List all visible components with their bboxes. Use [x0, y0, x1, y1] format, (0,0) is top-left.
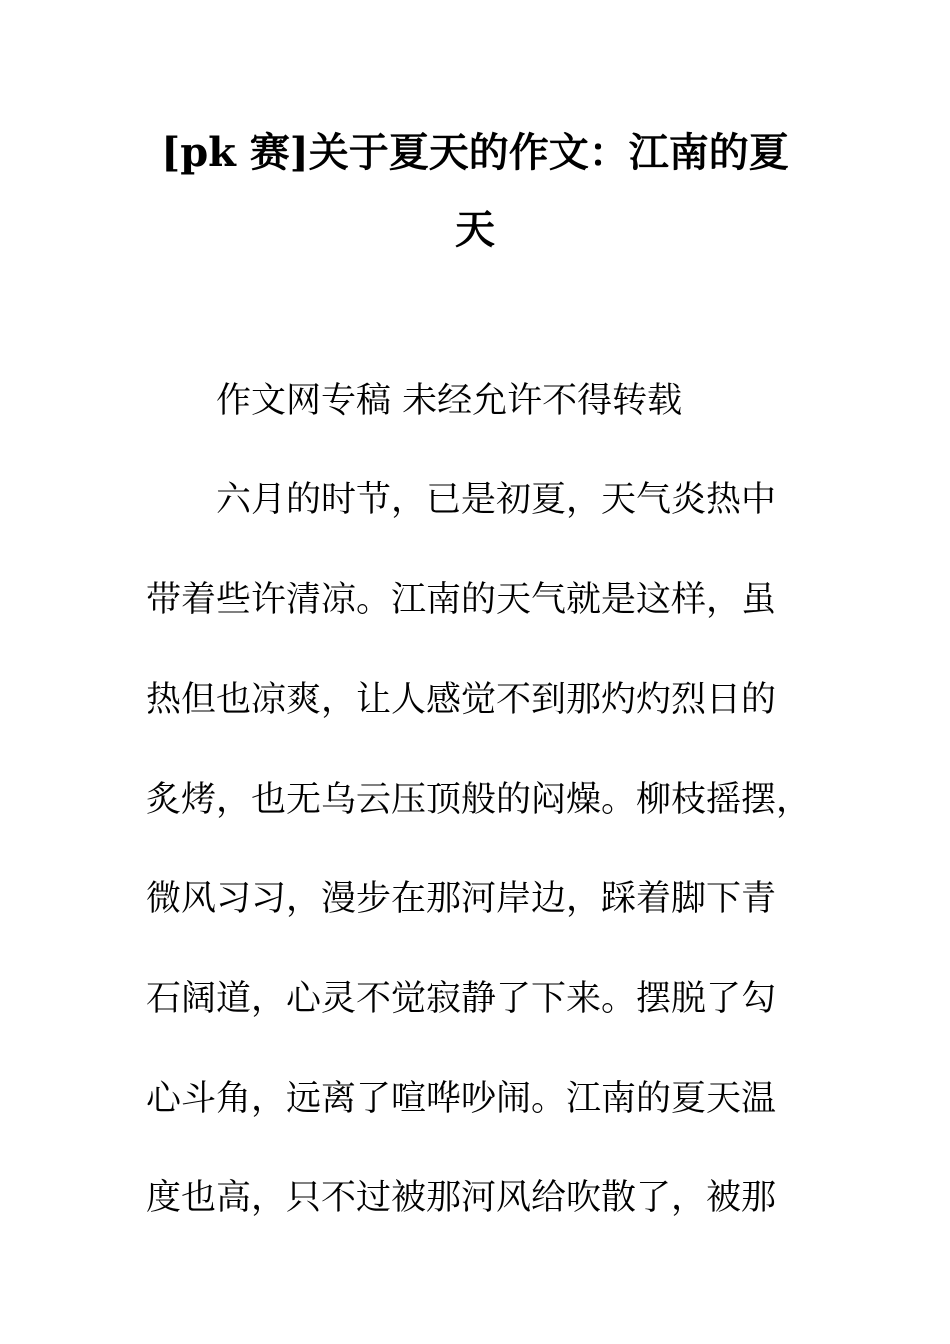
document-title-line-2: 天 — [455, 206, 495, 253]
body-line-5: 微风习习，漫步在那河岸边，踩着脚下青 — [146, 879, 777, 919]
body-line-6: 石阔道，心灵不觉寂静了下来。摆脱了勾 — [146, 979, 777, 1019]
body-line-7: 心斗角，远离了喧哗吵闹。江南的夏天温 — [146, 1079, 777, 1119]
body-line-8: 度也高，只不过被那河风给吹散了，被那 — [146, 1178, 777, 1218]
copyright-notice: 作文网专稿 未经允许不得转载 — [216, 381, 683, 421]
body-line-3: 热但也凉爽，让人感觉不到那灼灼烈日的 — [146, 680, 777, 720]
body-line-2: 带着些许清凉。江南的天气就是这样，虽 — [146, 580, 777, 620]
body-line-4: 炙烤，也无乌云压顶般的闷燥。柳枝摇摆， — [146, 780, 812, 820]
document-title-line-1: [pk 赛]关于夏天的作文：江南的夏 — [161, 129, 789, 176]
body-line-1: 六月的时节，已是初夏，天气炎热中 — [216, 480, 777, 520]
